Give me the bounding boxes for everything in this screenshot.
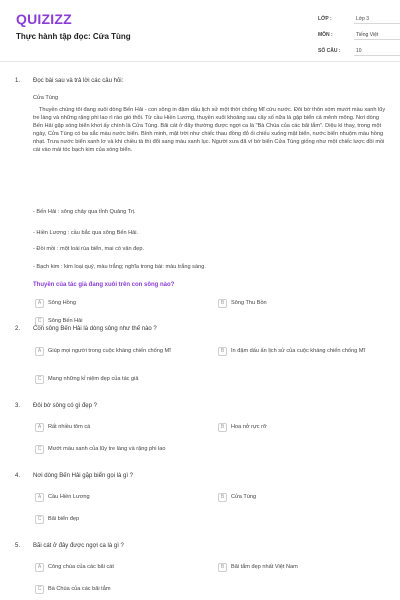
reading-passage — [33, 94, 388, 158]
option-letter: C — [35, 515, 44, 524]
option-letter: C — [35, 585, 44, 594]
option-text: Hoa nở rực rỡ — [231, 424, 267, 430]
option-letter: C — [35, 375, 44, 384]
option-text: Rất nhiều tôm cá — [48, 424, 91, 430]
subject-row — [318, 28, 400, 42]
count-row — [318, 44, 400, 58]
option-text: Sông Bến Hải — [48, 318, 83, 324]
grade-row — [318, 12, 400, 26]
option-a[interactable] — [35, 424, 90, 432]
option-letter: B — [218, 299, 227, 308]
question-text: Con sông Bến Hải là dòng sông như thế nào ? — [33, 326, 157, 332]
option-text: Công chúa của các bãi cát — [48, 564, 114, 570]
option-letter: C — [35, 445, 44, 454]
option-c[interactable] — [35, 376, 139, 384]
count-label: SỐ CÂU : — [318, 48, 341, 54]
option-letter: C — [35, 317, 44, 326]
question-text: Đôi bờ sông có gì đẹp ? — [33, 403, 97, 409]
passage-paragraph: Thuyền chúng tôi đang xuôi dòng Bến Hải - con sông in đậm dấu lịch sử một thời chống Mĩ cứu nước. Đôi bờ thôn xóm mướt màu xanh lũy tre làng và những rặng phi lao rì rào gió thổi. Từ cầu Hiền Lương, thuyền xuôi khoảng sau cây số nữa là gặp biển cả mênh mông. Nơi dòng Bến Hải gặp sóng biển khơi ấy chính là Cửa Tùng. Bãi cát ở đây thường được ngợi ca là "Bà Chúa của các bãi tắm". Diệu kì thay, trong một ngày, Cửa Tùng có ba sắc màu nước biển. Bình minh, mặt trời như chiếc thau đồng đỏ ối chiếu xuống mặt biển, nước biển nhuộm màu hồng nhạt. Trưa nước biển xanh lơ và khi chiều tà thì đổi sang màu xanh lục. Người xưa đã ví bờ biển Cửa Tùng giống như một chiếc lược đồi mồi cài vào mái tóc bạch kim của sóng biển. — [33, 107, 386, 153]
option-letter: B — [218, 563, 227, 572]
option-text: Sông Hồng — [48, 300, 76, 306]
option-text: Cầu Hiền Lương — [48, 494, 90, 500]
option-letter: A — [35, 493, 44, 502]
option-a[interactable] — [35, 348, 205, 356]
grade-label: LỚP : — [318, 16, 332, 22]
option-b[interactable] — [218, 424, 267, 432]
subject-value: Tiếng Việt — [354, 30, 400, 40]
option-b[interactable] — [218, 494, 256, 502]
question-number: 4. — [15, 473, 21, 479]
option-text: Mướt màu xanh của lũy tre làng và rặng phi lao — [48, 446, 166, 452]
count-value: 10 — [354, 46, 400, 56]
option-c[interactable] — [35, 516, 79, 524]
sub-question: Thuyền của tác giả đang xuôi trên con sông nào? — [33, 282, 175, 288]
option-b[interactable] — [218, 564, 298, 572]
option-letter: B — [218, 347, 227, 356]
glossary-4: - Bạch kim : kim loại quý, màu trắng; nghĩa trong bài: màu trắng sáng. — [33, 264, 206, 270]
option-letter: B — [218, 423, 227, 432]
option-text: Giúp mọi người trong cuộc kháng chiến chống Mĩ — [48, 348, 171, 354]
option-b[interactable] — [218, 348, 388, 356]
question-number: 2. — [15, 326, 21, 332]
option-letter: A — [35, 299, 44, 308]
option-text: Cửa Tùng — [231, 494, 257, 500]
question-number: 5. — [15, 543, 21, 549]
question-number: 3. — [15, 403, 21, 409]
worksheet-title: Thực hành tập đọc: Cửa Tùng — [16, 32, 131, 41]
option-c[interactable] — [35, 446, 166, 454]
option-letter: A — [35, 563, 44, 572]
glossary-3: - Đồi mồi : một loài rùa biển, mai có vân đẹp. — [33, 246, 144, 252]
option-text: Bãi tắm đẹp nhất Việt Nam — [231, 564, 298, 570]
worksheet-header — [0, 0, 400, 62]
option-letter: A — [35, 347, 44, 356]
option-c[interactable] — [35, 318, 83, 326]
option-a[interactable] — [35, 494, 90, 502]
passage-title: Cửa Tùng — [33, 95, 59, 101]
option-text: In đậm dấu ấn lịch sử của cuộc kháng chiến chống Mĩ — [231, 348, 366, 354]
option-text: Mang những kỉ niệm đẹp của tác giả — [48, 376, 139, 382]
question-text: Nơi dòng Bến Hải gặp biển gọi là gì ? — [33, 473, 134, 479]
subject-label: MÔN : — [318, 32, 333, 38]
question-number: 1. — [15, 78, 21, 84]
option-a[interactable] — [35, 300, 76, 308]
quizizz-logo: QUIZIZZ — [16, 11, 72, 27]
option-letter: B — [218, 493, 227, 502]
option-a[interactable] — [35, 564, 114, 572]
option-c[interactable] — [35, 586, 111, 594]
question-text: Bãi cát ở đây được ngợi ca là gì ? — [33, 543, 124, 549]
option-b[interactable] — [218, 300, 267, 308]
option-letter: A — [35, 423, 44, 432]
glossary-2: - Hiền Lương : cầu bắc qua sông Bến Hải. — [33, 230, 139, 236]
glossary-1: - Bến Hải : sông chảy qua tỉnh Quảng Trị. — [33, 209, 136, 215]
option-text: Bãi biển đẹp — [48, 516, 80, 522]
question-text: Đọc bài sau và trả lời các câu hỏi: — [33, 78, 124, 84]
grade-value: Lớp 3 — [354, 14, 400, 24]
option-text: Bà Chúa của các bãi tắm — [48, 586, 111, 592]
option-text: Sông Thu Bồn — [231, 300, 267, 306]
